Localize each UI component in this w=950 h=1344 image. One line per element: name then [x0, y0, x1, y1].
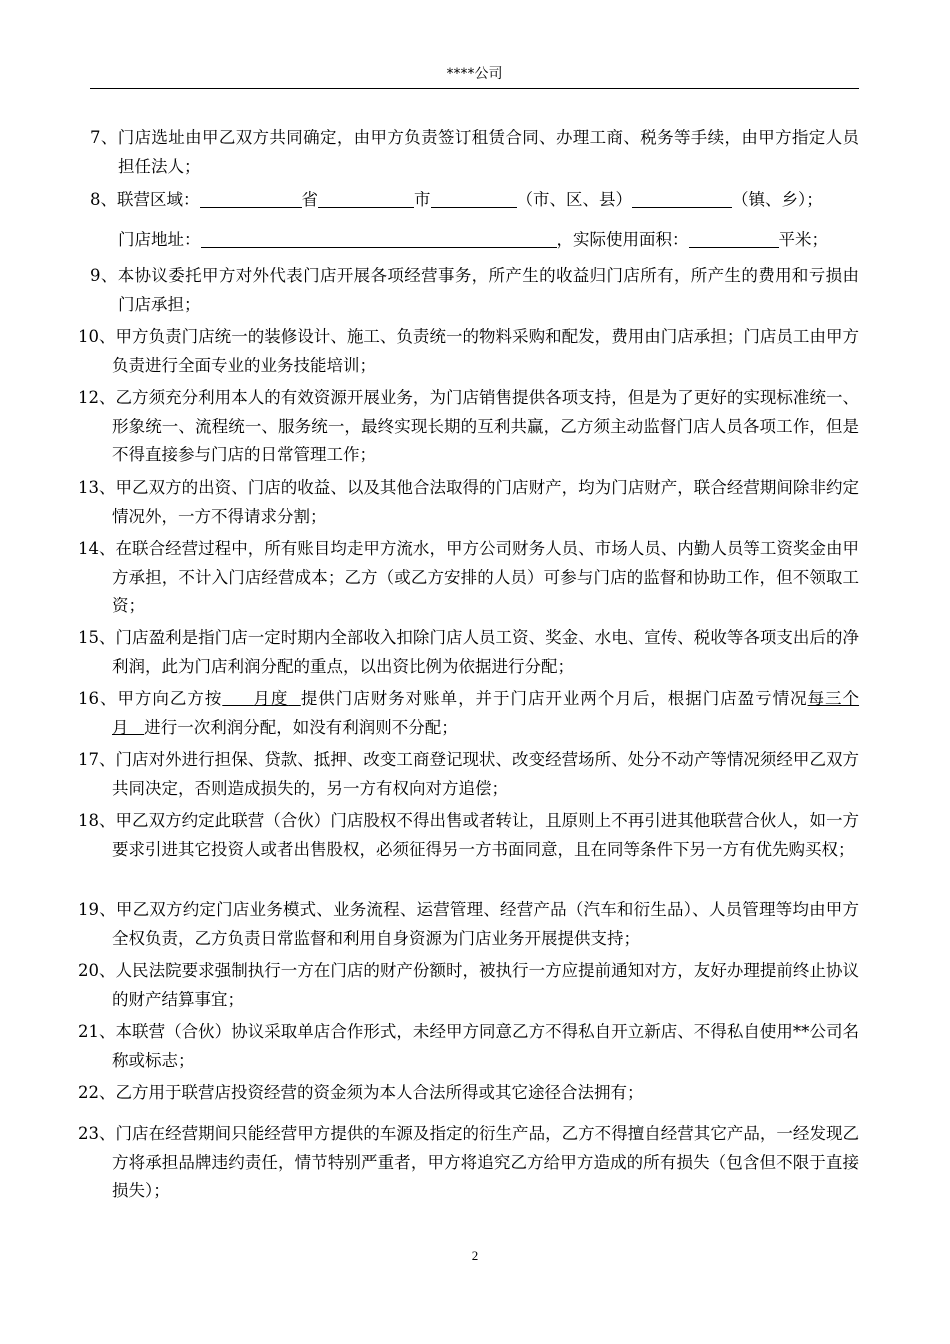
town-label: （镇、乡）； [732, 190, 823, 209]
clause-13: 13、甲乙双方的出资、门店的收益、以及其他合法取得的门店财产，均为门店财产，联合经营期间除非约定情况外，一方不得请求分割； [78, 478, 859, 526]
county-label: （市、区、县） [516, 190, 632, 209]
province-label: 省 [301, 190, 318, 209]
clause-23: 23、门店在经营期间只能经营甲方提供的车源及指定的衍生产品，乙方不得擅自经营其它产品，一经发现乙方将承担品牌违约责任，情节特别严重者，甲方将追究乙方给甲方造成的所有损失（包含但不限于直接损失）； [78, 1124, 859, 1200]
town-blank [632, 189, 732, 208]
clause-16-part-b: 提供门店财务对账单，并于门店开业两个月后，根据门店盈亏情况 [300, 689, 808, 708]
city-label: 市 [414, 190, 431, 209]
province-blank [200, 189, 302, 208]
region-label: 8、联营区域： [90, 190, 200, 209]
clause-16 [78, 685, 859, 742]
clause-14: 14、在联合经营过程中，所有账目均走甲方流水，甲方公司财务人员、市场人员、内勤人员等工资奖金由甲方承担，不计入门店经营成本；乙方（或乙方安排的人员）可参与门店的监督和协助工作，但不领取工资； [78, 539, 859, 615]
page-number: 2 [471, 1248, 479, 1263]
clause-18: 18、甲乙双方约定此联营（合伙）门店股权不得出售或者转让，且原则上不再引进其他联营合伙人，如一方要求引进其它投资人或者出售股权，必须征得另一方书面同意，且在同等条件下另一方有优先购买权； [78, 811, 859, 859]
clause-15: 15、门店盈利是指门店一定时期内全部收入扣除门店人员工资、奖金、水电、宣传、税收等各项支出后的净利润，此为门店利润分配的重点，以出资比例为依据进行分配； [78, 628, 859, 676]
clause-19: 19、甲乙双方约定门店业务模式、业务流程、运营管理、经营产品（汽车和衍生品）、人员管理等均由甲方全权负责，乙方负责日常监督和利用自身资源为门店业务开展提供支持； [78, 900, 859, 948]
address-blank [201, 229, 557, 248]
county-blank [431, 189, 517, 208]
clause-10: 10、甲方负责门店统一的装修设计、施工、负责统一的物料采购和配发，费用由门店承担；门店员工由甲方负责进行全面专业的业务技能培训； [78, 327, 859, 375]
page-header [90, 66, 859, 89]
clause-9: 9、本协议委托甲方对外代表门店开展各项经营事务，所产生的收益归门店所有，所产生的费用和亏损由门店承担； [90, 266, 859, 314]
clause-20: 20、人民法院要求强制执行一方在门店的财产份额时，被执行一方应提前通知对方，友好办理提前终止协议的财产结算事宜； [78, 961, 859, 1009]
clause-22: 22、乙方用于联营店投资经营的资金须为本人合法所得或其它途径合法拥有； [78, 1083, 644, 1102]
profit-distribution-value: 每三个月 [112, 689, 860, 737]
statement-frequency-fill [222, 689, 301, 708]
clause-16-part-a: 16、甲方向乙方按 [78, 689, 223, 708]
clause-8-region [90, 186, 859, 215]
area-label: ，实际使用面积： [556, 230, 689, 249]
address-label: 门店地址： [118, 230, 201, 249]
clause-16-part-c: 进行一次利润分配，如没有利润则不分配； [144, 717, 458, 737]
header-title: ****公司 [446, 66, 503, 82]
clause-21: 21、本联营（合伙）协议采取单店合作形式，未经甲方同意乙方不得私自开立新店、不得私自使用**公司名称或标志； [78, 1022, 859, 1070]
clause-12: 12、乙方须充分利用本人的有效资源开展业务，为门店销售提供各项支持，但是为了更好的实现标准统一、形象统一、流程统一、服务统一，最终实现长期的互利共赢，乙方须主动监督门店人员各项工作，但是不得直接参与门店的日常管理工作； [78, 388, 859, 464]
clause-17: 17、门店对外进行担保、贷款、抵押、改变工商登记现状、改变经营场所、处分不动产等情况须经甲乙双方共同决定，否则造成损失的，另一方有权向对方追偿； [78, 750, 859, 798]
area-unit: 平米； [778, 230, 828, 249]
area-blank [689, 229, 779, 248]
clause-7: 7、门店选址由甲乙双方共同确定，由甲方负责签订租赁合同、办理工商、税务等手续，由甲方指定人员担任法人； [90, 128, 859, 176]
statement-frequency-value: 月度 [253, 689, 289, 708]
clause-8-address [118, 226, 887, 255]
city-blank [318, 189, 414, 208]
